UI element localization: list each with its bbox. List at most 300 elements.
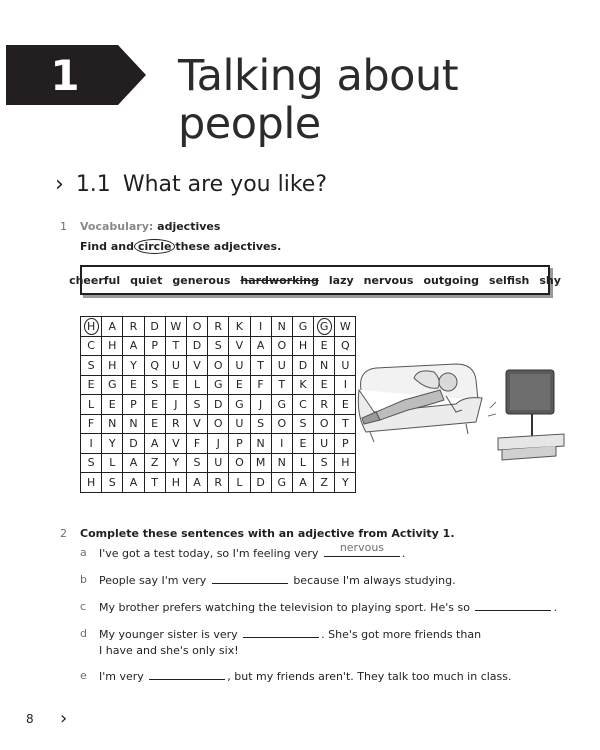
instruction-circled-word: circle — [134, 239, 175, 254]
grid-row — [81, 317, 356, 337]
grid-letter: S — [193, 456, 201, 470]
grid-letter: E — [87, 378, 95, 392]
grid-letter: A — [129, 339, 138, 353]
unit-number: 1 — [50, 50, 80, 100]
grid-cell[interactable] — [292, 375, 313, 395]
grid-letter: O — [235, 456, 244, 470]
grid-cell[interactable] — [314, 317, 335, 337]
sentence-letter: b — [80, 573, 87, 586]
grid-cell[interactable] — [186, 336, 207, 356]
grid-letter: S — [257, 417, 265, 431]
grid-cell[interactable] — [292, 453, 313, 473]
grid-letter: R — [172, 417, 180, 431]
grid-cell[interactable] — [81, 473, 102, 493]
grid-letter: H — [84, 318, 99, 335]
grid-cell[interactable] — [271, 414, 292, 434]
grid-letter: U — [277, 358, 286, 372]
grid-letter: D — [150, 319, 159, 333]
grid-cell[interactable] — [186, 317, 207, 337]
grid-cell[interactable] — [292, 414, 313, 434]
grid-letter: E — [108, 397, 116, 411]
grid-letter: P — [130, 397, 137, 411]
word-box — [69, 265, 561, 295]
grid-cell[interactable] — [250, 317, 271, 337]
grid-letter: H — [86, 475, 96, 489]
grid-letter: C — [299, 397, 307, 411]
grid-letter: I — [343, 378, 347, 392]
sentence-text: , but my friends aren't. They talk too much in class. — [227, 670, 512, 683]
grid-letter: R — [214, 319, 223, 333]
grid-letter: E — [341, 397, 349, 411]
grid-cell[interactable] — [229, 473, 250, 493]
word-item-crossed: hardworking — [240, 273, 319, 287]
grid-cell[interactable] — [208, 336, 229, 356]
answer-blank[interactable] — [475, 599, 551, 611]
grid-cell[interactable] — [123, 336, 144, 356]
grid-letter: A — [108, 319, 117, 333]
grid-letter: P — [236, 436, 243, 450]
grid-cell[interactable] — [229, 414, 250, 434]
grid-letter: A — [256, 339, 265, 353]
chevron-right-icon: › — [55, 172, 64, 197]
grid-letter: V — [172, 436, 180, 450]
grid-letter: E — [299, 436, 307, 450]
grid-cell[interactable] — [208, 375, 229, 395]
grid-cell[interactable] — [165, 317, 186, 337]
grid-letter: O — [277, 339, 287, 353]
grid-cell[interactable] — [335, 434, 356, 454]
activity1-heading — [80, 220, 220, 233]
answer-blank[interactable] — [149, 668, 225, 680]
grid-cell[interactable] — [271, 375, 292, 395]
grid-cell[interactable] — [123, 453, 144, 473]
grid-cell[interactable] — [144, 434, 165, 454]
sentence-a — [80, 541, 570, 563]
grid-cell[interactable] — [250, 453, 271, 473]
grid-row — [81, 473, 356, 493]
grid-cell[interactable] — [229, 434, 250, 454]
grid-cell[interactable] — [186, 356, 207, 376]
grid-letter: H — [108, 339, 117, 353]
grid-letter: E — [151, 397, 159, 411]
grid-cell[interactable] — [165, 414, 186, 434]
grid-letter: I — [258, 319, 263, 333]
grid-letter: O — [192, 319, 202, 333]
grid-cell[interactable] — [314, 395, 335, 415]
grid-cell[interactable] — [144, 395, 165, 415]
grid-cell[interactable] — [144, 453, 165, 473]
grid-cell[interactable] — [292, 317, 313, 337]
grid-cell[interactable] — [208, 473, 229, 493]
grid-letter: H — [171, 475, 180, 489]
grid-letter: N — [256, 436, 265, 450]
grid-cell[interactable] — [335, 473, 356, 493]
grid-letter: Q — [341, 339, 350, 353]
grid-letter: G — [298, 319, 308, 333]
grid-letter: O — [213, 417, 223, 431]
grid-letter: Y — [172, 456, 180, 470]
grid-cell[interactable] — [81, 453, 102, 473]
grid-cell[interactable] — [250, 434, 271, 454]
grid-cell[interactable] — [208, 356, 229, 376]
grid-cell[interactable] — [314, 375, 335, 395]
sentence-text: because I'm always studying. — [293, 574, 456, 587]
grid-letter: G — [277, 475, 287, 489]
grid-cell[interactable] — [123, 317, 144, 337]
grid-letter: J — [258, 397, 263, 411]
grid-letter: U — [171, 358, 180, 372]
sentence-text: I have and she's only six! — [99, 644, 239, 657]
grid-cell[interactable] — [186, 434, 207, 454]
grid-cell[interactable] — [250, 414, 271, 434]
grid-letter: A — [129, 475, 138, 489]
grid-cell[interactable] — [335, 317, 356, 337]
grid-cell[interactable] — [335, 395, 356, 415]
grid-cell[interactable] — [314, 356, 335, 376]
grid-letter: W — [339, 319, 351, 333]
grid-letter: S — [320, 456, 328, 470]
grid-cell[interactable] — [186, 395, 207, 415]
grid-letter: S — [151, 378, 159, 392]
word-item: selfish — [489, 273, 530, 287]
grid-letter: L — [88, 397, 95, 411]
sentence-c — [80, 599, 570, 617]
grid-row — [81, 414, 356, 434]
grid-row — [81, 336, 356, 356]
section-heading — [55, 172, 327, 197]
grid-letter: H — [341, 456, 350, 470]
unit-title-line1: Talking about — [178, 51, 459, 101]
grid-letter: D — [192, 339, 202, 353]
sentence-d — [80, 626, 570, 660]
grid-cell[interactable] — [250, 336, 271, 356]
grid-cell[interactable] — [102, 473, 123, 493]
grid-letter: L — [236, 475, 243, 489]
grid-letter: Z — [150, 456, 159, 470]
grid-letter: I — [280, 436, 284, 450]
grid-cell[interactable] — [123, 473, 144, 493]
grid-row — [81, 453, 356, 473]
word-item: shy — [539, 273, 561, 287]
grid-cell[interactable] — [229, 336, 250, 356]
answer-blank[interactable] — [243, 626, 319, 638]
grid-cell[interactable] — [208, 395, 229, 415]
sentence-text: I've got a test today, so I'm feeling very — [99, 547, 319, 560]
grid-letter: R — [129, 319, 138, 333]
activity1-instruction — [80, 239, 281, 254]
grid-cell[interactable] — [229, 395, 250, 415]
grid-cell[interactable] — [186, 453, 207, 473]
sentence-text: . She's got more friends than — [321, 628, 482, 641]
grid-letter: A — [193, 475, 201, 489]
grid-cell[interactable] — [123, 375, 144, 395]
grid-letter: H — [298, 339, 308, 353]
sentence-letter: d — [80, 627, 87, 640]
grid-cell[interactable] — [165, 356, 186, 376]
grid-letter: U — [235, 358, 244, 372]
grid-cell[interactable] — [229, 356, 250, 376]
sentence-letter: a — [80, 546, 87, 559]
grid-letter: R — [214, 475, 223, 489]
grid-letter: E — [235, 378, 243, 392]
grid-cell[interactable] — [314, 473, 335, 493]
grid-letter: K — [299, 378, 307, 392]
grid-letter: W — [170, 319, 182, 333]
grid-letter: V — [193, 417, 201, 431]
grid-letter: S — [87, 456, 95, 470]
grid-cell[interactable] — [123, 434, 144, 454]
unit-title-line2: people — [178, 99, 321, 149]
grid-cell[interactable] — [81, 434, 102, 454]
grid-cell[interactable] — [102, 395, 123, 415]
grid-letter: Y — [108, 436, 116, 450]
grid-letter: Q — [150, 358, 159, 372]
grid-cell[interactable] — [81, 375, 102, 395]
grid-cell[interactable] — [229, 453, 250, 473]
grid-letter: T — [341, 417, 349, 431]
grid-letter: D — [129, 436, 138, 450]
grid-cell[interactable] — [229, 317, 250, 337]
chevron-right-icon[interactable]: › — [60, 708, 68, 729]
grid-cell[interactable] — [314, 336, 335, 356]
grid-cell[interactable] — [81, 317, 102, 337]
grid-cell[interactable] — [81, 356, 102, 376]
grid-cell[interactable] — [165, 453, 186, 473]
activity2-instruction: Complete these sentences with an adjective from Activity 1. — [80, 527, 455, 540]
grid-cell[interactable] — [144, 356, 165, 376]
grid-row — [81, 434, 356, 454]
grid-cell[interactable] — [165, 336, 186, 356]
grid-letter: E — [129, 378, 137, 392]
answer-blank[interactable] — [212, 572, 288, 584]
grid-cell[interactable] — [250, 395, 271, 415]
grid-letter: L — [299, 456, 307, 470]
grid-letter: Y — [341, 475, 349, 489]
grid-cell[interactable] — [271, 336, 292, 356]
grid-cell[interactable] — [102, 317, 123, 337]
grid-cell[interactable] — [165, 473, 186, 493]
grid-cell[interactable] — [271, 473, 292, 493]
grid-letter: T — [278, 378, 286, 392]
grid-letter: N — [277, 456, 286, 470]
grid-letter: G — [235, 397, 244, 411]
grid-cell[interactable] — [102, 375, 123, 395]
grid-letter: S — [108, 475, 116, 489]
word-item: outgoing — [423, 273, 480, 287]
grid-cell[interactable] — [229, 375, 250, 395]
section-title: What are you like? — [122, 172, 327, 197]
grid-row — [81, 395, 356, 415]
grid-letter: T — [151, 475, 159, 489]
grid-letter: F — [193, 436, 201, 450]
grid-cell[interactable] — [292, 336, 313, 356]
word-search-grid — [80, 316, 356, 493]
grid-cell[interactable] — [250, 356, 271, 376]
grid-cell[interactable] — [208, 414, 229, 434]
grid-letter: D — [213, 397, 223, 411]
grid-letter: L — [109, 456, 116, 470]
sentence-text: My younger sister is very — [99, 628, 238, 641]
grid-cell[interactable] — [102, 434, 123, 454]
grid-cell[interactable] — [144, 375, 165, 395]
grid-letter: M — [255, 456, 266, 470]
grid-cell[interactable] — [123, 395, 144, 415]
answer-blank[interactable] — [324, 541, 400, 557]
grid-cell[interactable] — [102, 414, 123, 434]
grid-letter: A — [150, 436, 159, 450]
grid-letter: C — [87, 339, 95, 353]
grid-cell[interactable] — [292, 473, 313, 493]
grid-cell[interactable] — [144, 414, 165, 434]
word-item: nervous — [363, 273, 414, 287]
instruction-post: these adjectives. — [175, 240, 282, 253]
grid-letter: P — [342, 436, 349, 450]
grid-letter: S — [193, 397, 201, 411]
sofa-tv-illustration — [356, 360, 566, 470]
grid-letter: A — [299, 475, 307, 489]
grid-cell[interactable] — [81, 395, 102, 415]
grid-letter: I — [89, 436, 93, 450]
grid-letter: J — [174, 397, 178, 411]
word-item: lazy — [328, 273, 354, 287]
grid-cell[interactable] — [165, 434, 186, 454]
activity1-label: Vocabulary: — [80, 220, 154, 233]
grid-cell[interactable] — [81, 336, 102, 356]
grid-letter: O — [213, 358, 223, 372]
sentence-text: People say I'm very — [99, 574, 207, 587]
grid-letter: S — [87, 358, 95, 372]
grid-letter: G — [317, 318, 332, 335]
grid-cell[interactable] — [102, 453, 123, 473]
grid-cell[interactable] — [335, 414, 356, 434]
instruction-pre: Find and — [80, 240, 134, 253]
grid-letter: F — [87, 417, 95, 431]
grid-cell[interactable] — [271, 356, 292, 376]
grid-letter: L — [193, 378, 201, 392]
grid-letter: E — [151, 417, 159, 431]
grid-cell[interactable] — [271, 395, 292, 415]
grid-letter: T — [172, 339, 180, 353]
sentence-text: . — [553, 601, 557, 614]
grid-letter: E — [172, 378, 180, 392]
grid-letter: S — [214, 339, 222, 353]
grid-letter: P — [151, 339, 158, 353]
grid-letter: G — [108, 378, 117, 392]
grid-cell[interactable] — [208, 434, 229, 454]
grid-cell[interactable] — [144, 336, 165, 356]
grid-cell[interactable] — [335, 375, 356, 395]
grid-cell[interactable] — [144, 317, 165, 337]
grid-cell[interactable] — [292, 356, 313, 376]
unit-banner — [6, 45, 146, 105]
grid-cell[interactable] — [335, 453, 356, 473]
activity1-topic: adjectives — [157, 220, 221, 233]
grid-letter: D — [256, 475, 265, 489]
grid-letter: D — [298, 358, 308, 372]
grid-letter: J — [216, 436, 220, 450]
grid-letter: H — [108, 358, 117, 372]
grid-letter: O — [319, 417, 329, 431]
grid-cell[interactable] — [335, 336, 356, 356]
section-number: 1.1 — [75, 172, 111, 197]
grid-cell[interactable] — [144, 473, 165, 493]
grid-cell[interactable] — [186, 473, 207, 493]
grid-cell[interactable] — [250, 473, 271, 493]
answer-text: nervous — [339, 541, 385, 554]
grid-letter: N — [277, 319, 286, 333]
grid-cell[interactable] — [271, 317, 292, 337]
grid-letter: U — [341, 358, 350, 372]
grid-cell[interactable] — [186, 414, 207, 434]
grid-letter: A — [129, 456, 138, 470]
grid-cell[interactable] — [335, 356, 356, 376]
grid-letter: E — [320, 339, 328, 353]
grid-letter: Z — [320, 475, 328, 489]
word-item: cheerful — [69, 273, 121, 287]
grid-letter: U — [235, 417, 244, 431]
grid-cell[interactable] — [292, 434, 313, 454]
grid-cell[interactable] — [292, 395, 313, 415]
grid-cell[interactable] — [208, 453, 229, 473]
sentence-letter: c — [80, 600, 87, 613]
grid-cell[interactable] — [314, 453, 335, 473]
grid-cell[interactable] — [123, 414, 144, 434]
activity1-number: 1 — [60, 220, 67, 233]
grid-cell[interactable] — [208, 317, 229, 337]
grid-cell[interactable] — [271, 434, 292, 454]
grid-row — [81, 356, 356, 376]
grid-letter: V — [193, 358, 201, 372]
grid-letter: S — [299, 417, 307, 431]
grid-letter: Y — [130, 358, 137, 372]
sentence-text: . — [401, 547, 406, 560]
grid-letter: U — [320, 436, 329, 450]
grid-cell[interactable] — [165, 395, 186, 415]
grid-letter: T — [257, 358, 264, 372]
sentence-b — [80, 572, 570, 590]
grid-letter: G — [213, 378, 223, 392]
grid-cell[interactable] — [102, 356, 123, 376]
grid-letter: N — [129, 417, 138, 431]
grid-letter: K — [235, 319, 244, 333]
grid-row — [81, 375, 356, 395]
grid-cell[interactable] — [123, 356, 144, 376]
grid-letter: F — [257, 378, 264, 392]
grid-cell[interactable] — [314, 414, 335, 434]
grid-letter: N — [320, 358, 329, 372]
grid-letter: U — [214, 456, 223, 470]
sentence-letter: e — [80, 669, 87, 682]
word-item: generous — [172, 273, 231, 287]
page-number: 8 — [26, 712, 34, 726]
grid-cell[interactable] — [165, 375, 186, 395]
grid-cell[interactable] — [314, 434, 335, 454]
sentence-text: I'm very — [99, 670, 144, 683]
grid-cell[interactable] — [186, 375, 207, 395]
grid-letter: O — [277, 417, 287, 431]
activity2-number: 2 — [60, 527, 67, 540]
grid-cell[interactable] — [102, 336, 123, 356]
grid-letter: V — [235, 339, 244, 353]
grid-letter: E — [320, 378, 328, 392]
grid-letter: N — [108, 417, 117, 431]
grid-cell[interactable] — [250, 375, 271, 395]
grid-cell[interactable] — [271, 453, 292, 473]
sentence-text: My brother prefers watching the television to playing sport. He's so — [99, 601, 470, 614]
word-item: quiet — [130, 273, 163, 287]
grid-cell[interactable] — [81, 414, 102, 434]
grid-letter: R — [320, 397, 328, 411]
